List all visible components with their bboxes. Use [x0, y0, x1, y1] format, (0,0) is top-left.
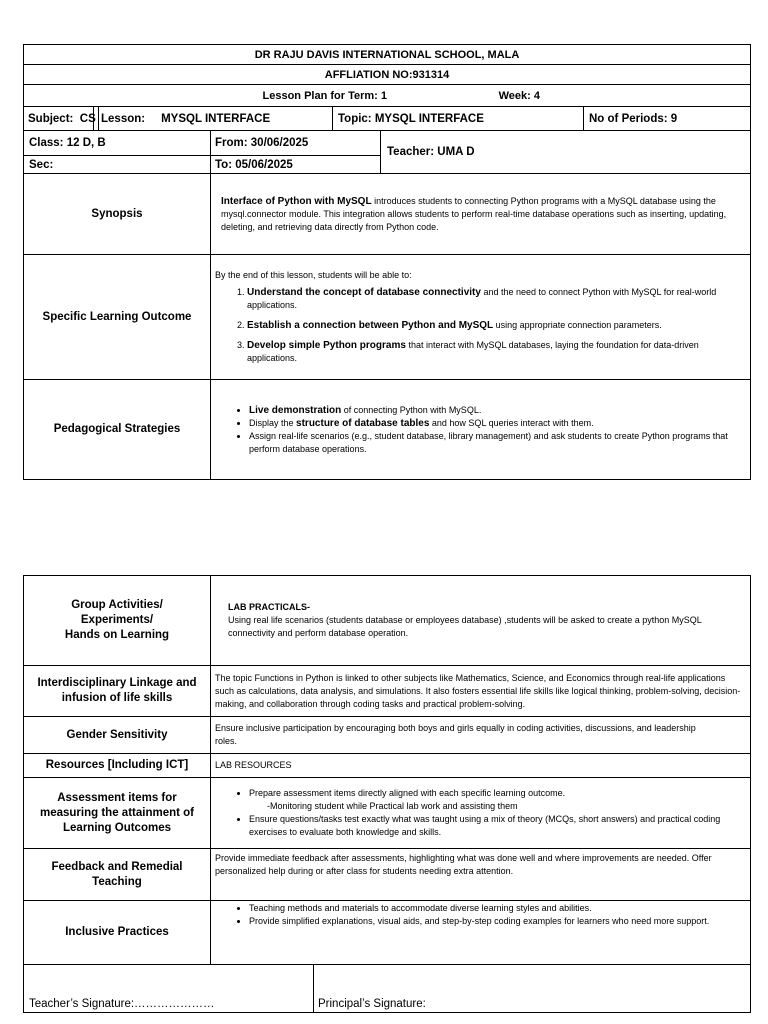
assessment-label: Assessment items for measuring the attainment of Learning Outcomes — [24, 778, 211, 849]
section-cell: Sec: — [24, 156, 211, 174]
pedagogy-item: • Assign real-life scenarios (e.g., student database, library management) and ask students to create Python programs that perform database operations. — [249, 430, 740, 456]
inclusive-label: Inclusive Practices — [24, 901, 211, 965]
resources-label: Resources [Including ICT] — [24, 754, 211, 778]
gender-label: Gender Sensitivity — [24, 717, 211, 754]
subject-cell — [24, 107, 99, 131]
lesson-value: MYSQL INTERFACE — [161, 112, 271, 125]
outcome-content — [211, 255, 751, 380]
gender-content: Ensure inclusive participation by encouraging both boys and girls equally in coding activities, discussions, and leadership roles. — [211, 717, 751, 754]
interdisciplinary-label: Interdisciplinary Linkage and infusion of life skills — [24, 666, 211, 717]
week-label: Week: 4 — [498, 89, 540, 102]
group-activities-content — [211, 576, 751, 666]
periods-cell: No of Periods: 9 — [584, 107, 751, 131]
principal-signature: Principal’s Signature: — [314, 965, 751, 1013]
assessment-item: • Prepare assessment items directly aligned with each specific learning outcome. -Monitoring student while Practical lab work and assisting them — [249, 787, 742, 813]
outcome-item: 3. Develop simple Python programs that interact with MySQL databases, laying the foundation for data-driven applications. — [247, 339, 744, 365]
assessment-list — [216, 787, 742, 839]
pedagogy-label: Pedagogical Strategies — [24, 380, 211, 480]
synopsis-content — [211, 174, 751, 255]
subject-label: Subject: — [28, 112, 74, 125]
pedagogy-item: • Live demonstration of connecting Python with MySQL. — [249, 404, 740, 417]
school-name: DR RAJU DAVIS INTERNATIONAL SCHOOL, MALA — [24, 45, 751, 65]
inclusive-content — [211, 901, 751, 965]
assessment-item: • Ensure questions/tasks test exactly what was taught using a mix of theory (MCQs, short answers) and practical coding exercises to evaluate both knowledge and skills. — [249, 813, 742, 839]
group-title: LAB PRACTICALS- — [228, 602, 310, 612]
outcome-item: 1. Understand the concept of database connectivity and the need to connect Python with MySQL for real-world applications. — [247, 286, 744, 312]
pedagogy-list — [216, 404, 740, 456]
synopsis-text: introduces students to connecting Python programs with a MySQL database using the mysql.connector module. This integration allows students to perform real-time database operations such as inserting, updating, deleting, and retrieving data directly from Python code. — [221, 195, 727, 232]
subject-value: CS — [79, 112, 96, 125]
pedagogy-item: • Display the structure of database tables and how SQL queries interact with them. — [249, 417, 740, 430]
inclusive-item: • Teaching methods and materials to accommodate diverse learning styles and abilities. — [249, 902, 740, 915]
term-row — [24, 85, 751, 107]
term-label: Lesson Plan for Term: 1 — [262, 89, 387, 102]
group-text: Using real life scenarios (students database or employees database) ,students will be asked to create a python MySQL connectivity and perform database operation. — [228, 615, 702, 638]
outcome-item: 2. Establish a connection between Python and MySQL using appropriate connection parameters. — [247, 319, 744, 332]
feedback-content: Provide immediate feedback after assessments, highlighting what was done well and where improvements are needed. Offer personalized help during or after class for students needing extra attention. — [211, 849, 751, 901]
from-date-cell: From: 30/06/2025 — [211, 131, 381, 156]
topic-cell: Topic: MYSQL INTERFACE — [333, 107, 584, 131]
interdisciplinary-content: The topic Functions in Python is linked to other subjects like Mathematics, Science, and Economics through real-life applications such as calculations, data analysis, and simulations. It also fosters essential life skills like logical thinking, problem-solving, decision-making, and collaboration through coding tasks and practical problem-solving. — [211, 666, 751, 717]
resources-content: LAB RESOURCES — [211, 754, 751, 778]
lesson-plan-details-table — [23, 575, 751, 1013]
affiliation-number: AFFLIATION NO:931314 — [24, 65, 751, 85]
pedagogy-content — [211, 380, 751, 480]
synopsis-bold: Interface of Python with MySQL — [221, 195, 372, 207]
class-cell: Class: 12 D, B — [24, 131, 211, 156]
inclusive-list — [216, 902, 740, 928]
assessment-content — [211, 778, 751, 849]
lesson-plan-header-table — [23, 44, 751, 480]
to-date-cell: To: 05/06/2025 — [211, 156, 381, 174]
lesson-cell — [99, 107, 333, 131]
synopsis-label: Synopsis — [24, 174, 211, 255]
group-activities-label: Group Activities/ Experiments/ Hands on Learning — [24, 576, 211, 666]
teacher-cell: Teacher: UMA D — [381, 131, 751, 174]
outcome-label: Specific Learning Outcome — [24, 255, 211, 380]
lesson-label: Lesson: — [101, 112, 146, 125]
teacher-signature: Teacher’s Signature:………………… — [24, 965, 314, 1013]
outcome-list — [215, 286, 744, 365]
feedback-label: Feedback and Remedial Teaching — [24, 849, 211, 901]
outcome-intro: By the end of this lesson, students will be able to: — [215, 270, 412, 280]
inclusive-item: • Provide simplified explanations, visual aids, and step-by-step coding examples for learners who need more support. — [249, 915, 740, 928]
